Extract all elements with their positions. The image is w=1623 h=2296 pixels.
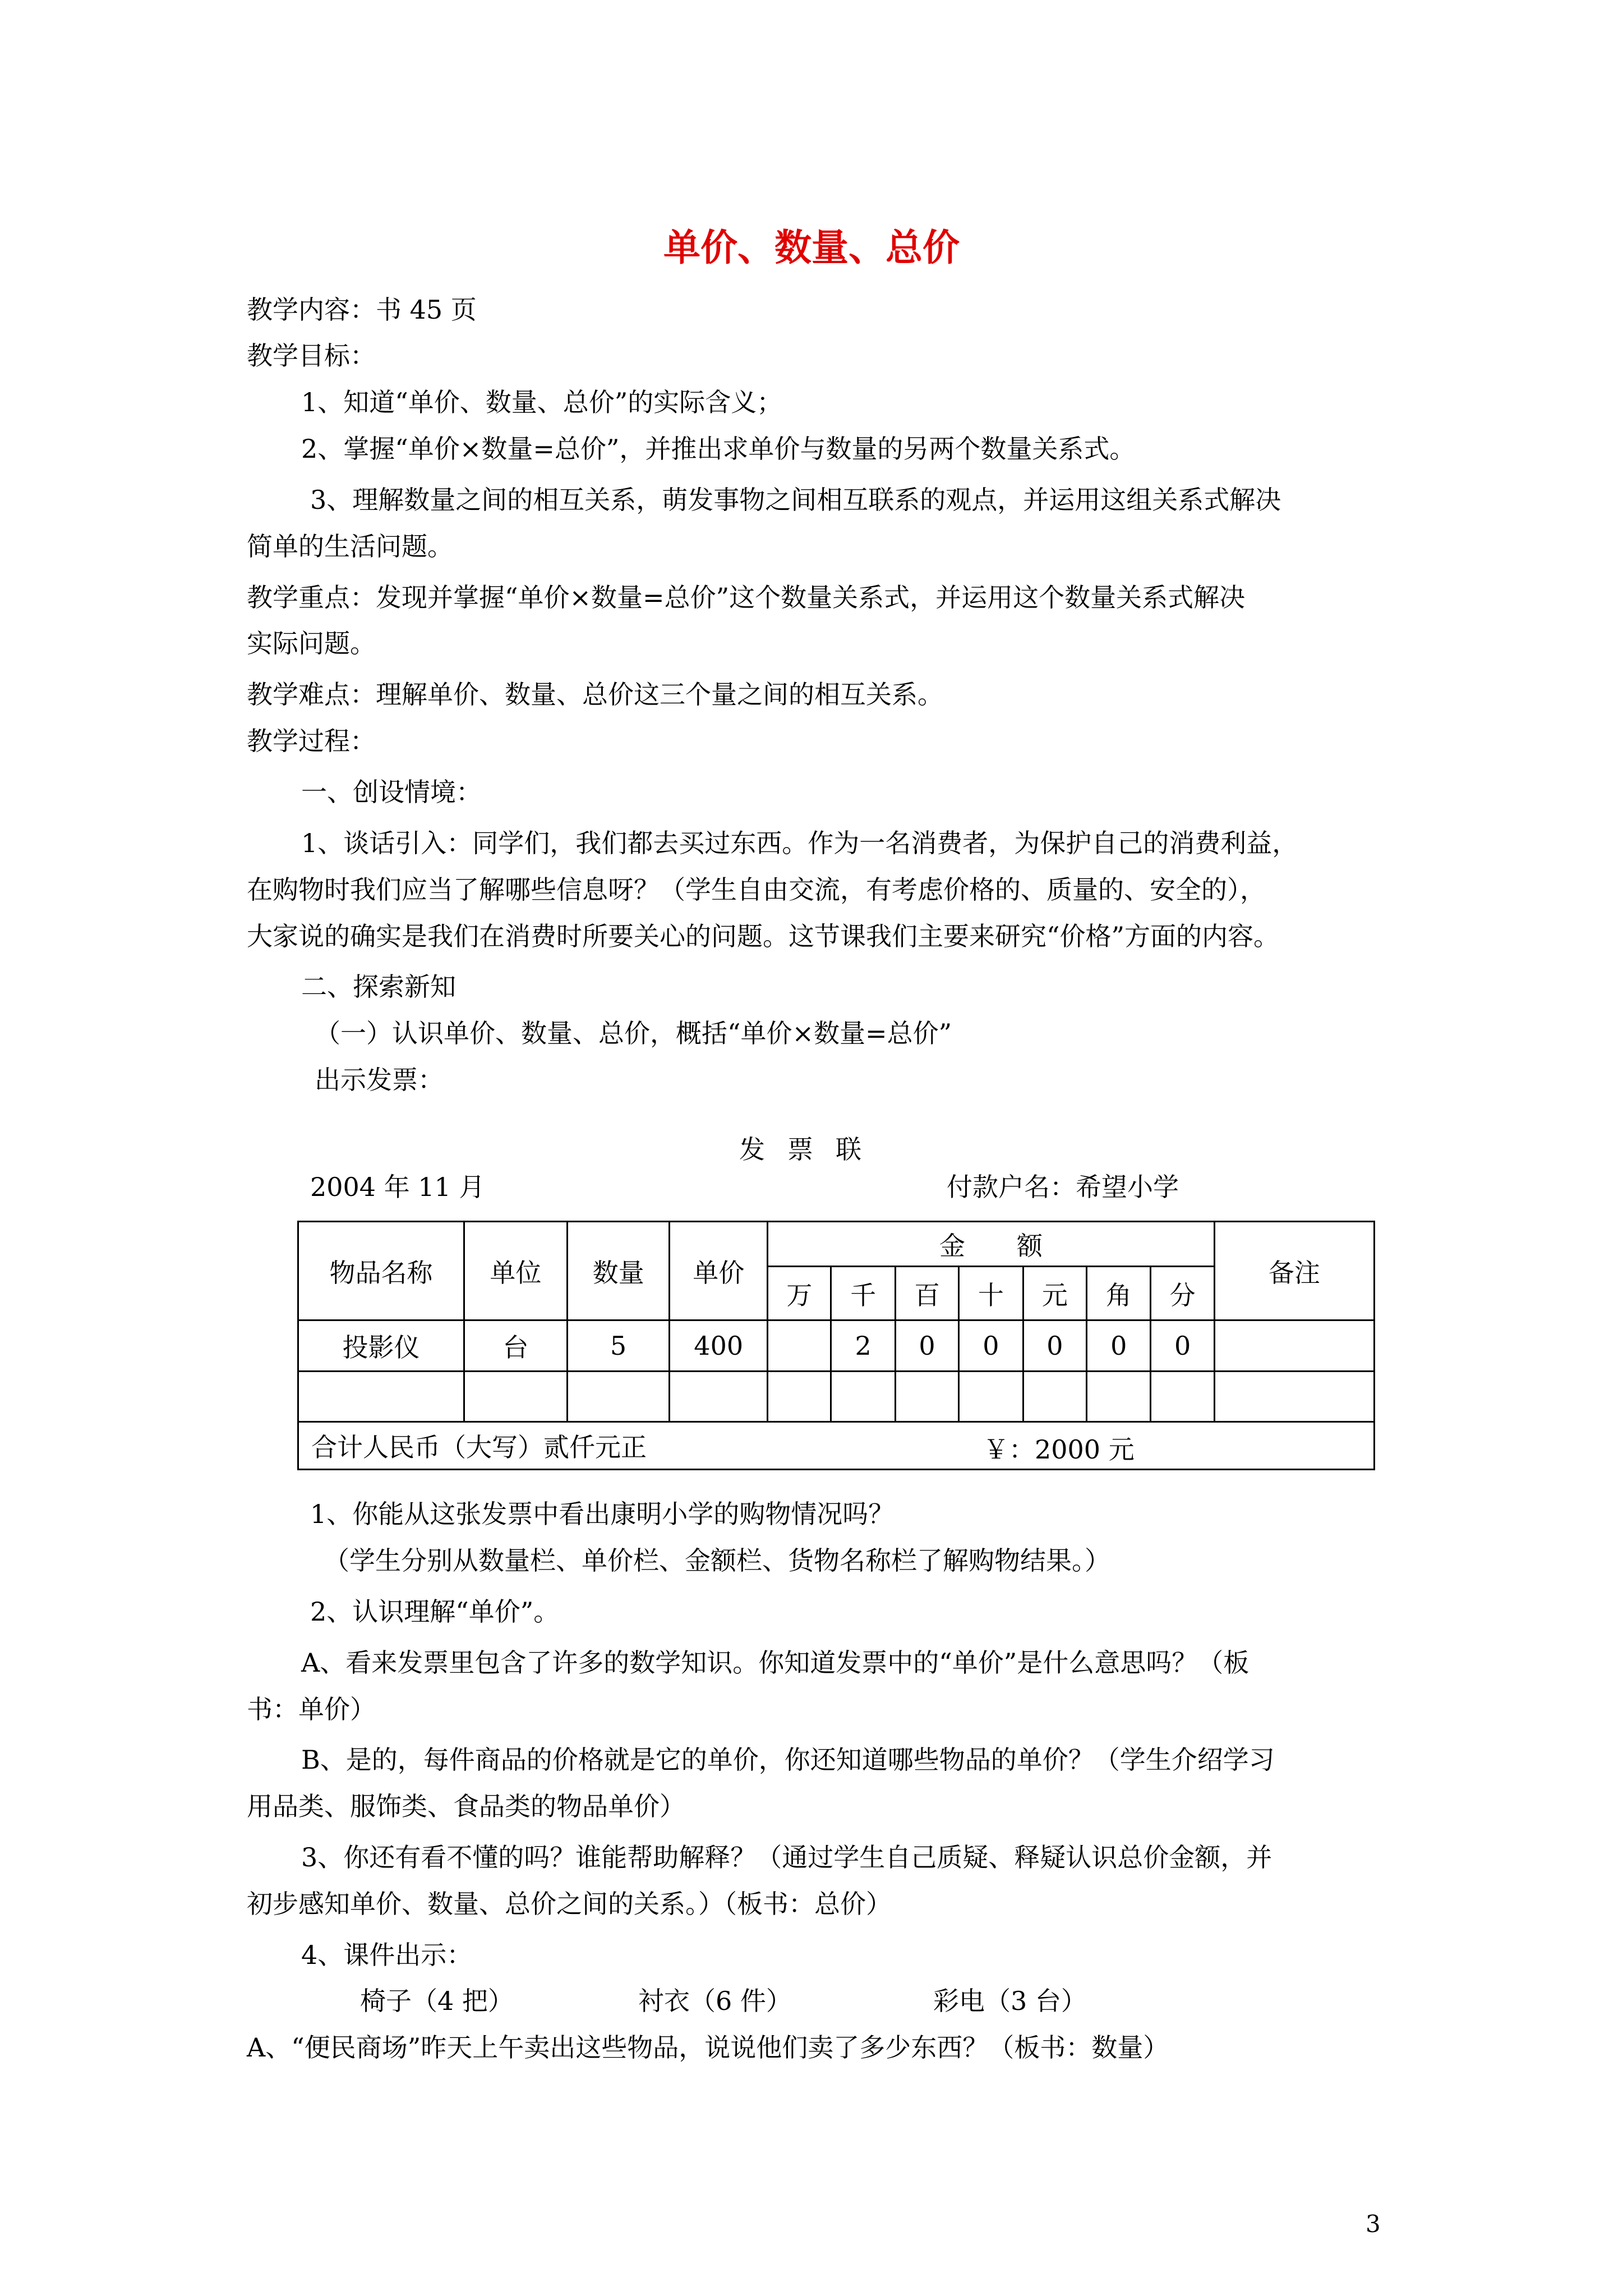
- digit-header: 分: [1151, 1267, 1214, 1320]
- header-note: 备注: [1214, 1222, 1374, 1320]
- goal-3-cont: 简单的生活问题。: [247, 531, 453, 562]
- table-row: [298, 1320, 1375, 1372]
- step-2b-cont: 用品类、服饰类、食品类的物品单价）: [247, 1791, 685, 1821]
- cell-note: [1214, 1320, 1374, 1372]
- digit-header: 千: [831, 1267, 895, 1320]
- teaching-goals-heading: 教学目标：: [247, 341, 376, 371]
- total-amount: ￥：2000 元: [983, 1434, 1135, 1465]
- step-2b: B、是的，每件商品的价格就是它的单价，你还知道哪些物品的单价？（学生介绍学习: [301, 1745, 1275, 1775]
- step-3-cont: 初步感知单价、数量、总价之间的关系。）（板书：总价）: [247, 1889, 892, 1919]
- digit-header: 十: [959, 1267, 1023, 1320]
- invoice-total-cell: [298, 1422, 1375, 1470]
- cell-digit: 0: [1151, 1320, 1214, 1372]
- invoice-header-row: [298, 1222, 1375, 1267]
- cell-digit: 2: [831, 1320, 895, 1372]
- cell-digit: 0: [959, 1320, 1023, 1372]
- cell-digit: 0: [895, 1320, 958, 1372]
- step-2a: A、看来发票里包含了许多的数学知识。你知道发票中的“单价”是什么意思吗？（板: [301, 1648, 1249, 1678]
- item-shirt: 衬衣（6 件）: [638, 1986, 792, 2016]
- digit-header: 元: [1023, 1267, 1086, 1320]
- digit-header: 万: [768, 1267, 831, 1320]
- key-point: 教学重点：发现并掌握“单价×数量=总价”这个数量关系式，并运用这个数量关系式解决: [247, 582, 1246, 613]
- header-quantity: 数量: [567, 1222, 670, 1320]
- step-4a: A、“便民商场”昨天上午卖出这些物品，说说他们卖了多少东西？（板书：数量）: [247, 2032, 1169, 2063]
- key-point-cont: 实际问题。: [247, 628, 376, 659]
- digit-header: 角: [1087, 1267, 1151, 1320]
- invoice-title: 发票联: [739, 1134, 884, 1165]
- header-amount: 金 额: [768, 1222, 1215, 1267]
- question-1: 1、你能从这张发票中看出康明小学的购物情况吗？: [310, 1499, 895, 1529]
- step-3: 3、你还有看不懂的吗？谁能帮助解释？（通过学生自己质疑、释疑认识总价金额，并: [301, 1842, 1272, 1872]
- section-two-heading: 二、探索新知: [301, 972, 456, 1002]
- invoice-total-row: [298, 1422, 1375, 1470]
- header-unit: 单位: [464, 1222, 568, 1320]
- section-one-heading: 一、创设情境：: [301, 777, 482, 807]
- difficult-point: 教学难点：理解单价、数量、总价这三个量之间的相互关系。: [247, 679, 943, 710]
- step-2: 2、认识理解“单价”。: [310, 1596, 560, 1627]
- step-2a-cont: 书：单价）: [247, 1694, 376, 1724]
- invoice-date: 2004 年 11 月: [310, 1172, 485, 1202]
- question-1-note: （学生分别从数量栏、单价栏、金额栏、货物名称栏了解购物结果。）: [324, 1545, 1110, 1576]
- goal-1: 1、知道“单价、数量、总价”的实际含义；: [301, 387, 783, 417]
- goal-2: 2、掌握“单价×数量=总价”，并推出求单价与数量的另两个数量关系式。: [301, 434, 1136, 464]
- cell-quantity: 5: [567, 1320, 670, 1372]
- invoice-table: [297, 1221, 1375, 1470]
- cell-digit: 0: [1087, 1320, 1151, 1372]
- intro-para-2: 在购物时我们应当了解哪些信息呀？（学生自由交流，有考虑价格的、质量的、安全的），: [247, 875, 1266, 905]
- table-row-empty: [298, 1372, 1375, 1422]
- intro-para-1: 1、谈话引入：同学们，我们都去买过东西。作为一名消费者，为保护自己的消费利益，: [301, 828, 1298, 858]
- header-item-name: 物品名称: [298, 1222, 464, 1320]
- intro-para-3: 大家说的确实是我们在消费时所要关心的问题。这节课我们主要来研究“价格”方面的内容。: [247, 921, 1280, 951]
- page-number: 3: [1366, 2210, 1381, 2238]
- show-invoice-line: 出示发票：: [315, 1065, 444, 1095]
- page-title: 单价、数量、总价: [663, 226, 960, 269]
- step-4: 4、课件出示：: [301, 1940, 473, 1970]
- invoice-payer: 付款户名：希望小学: [947, 1172, 1179, 1202]
- digit-header: 百: [895, 1267, 958, 1320]
- subsection-one-heading: （一）认识单价、数量、总价，概括“单价×数量=总价”: [315, 1018, 952, 1048]
- item-tv: 彩电（3 台）: [933, 1986, 1087, 2016]
- header-unit-price: 单价: [670, 1222, 768, 1320]
- cell-item-name: 投影仪: [298, 1320, 464, 1372]
- cell-digit: [768, 1320, 831, 1372]
- teaching-content: 教学内容：书 45 页: [247, 295, 477, 325]
- cell-digit: 0: [1023, 1320, 1086, 1372]
- cell-unit: 台: [464, 1320, 568, 1372]
- cell-unit-price: 400: [670, 1320, 768, 1372]
- total-in-words: 合计人民币（大写）贰仟元正: [311, 1432, 647, 1462]
- item-chair: 椅子（4 把）: [360, 1986, 514, 2016]
- process-heading: 教学过程：: [247, 726, 376, 756]
- goal-3: 3、理解数量之间的相互关系，萌发事物之间相互联系的观点，并运用这组关系式解决: [310, 485, 1281, 515]
